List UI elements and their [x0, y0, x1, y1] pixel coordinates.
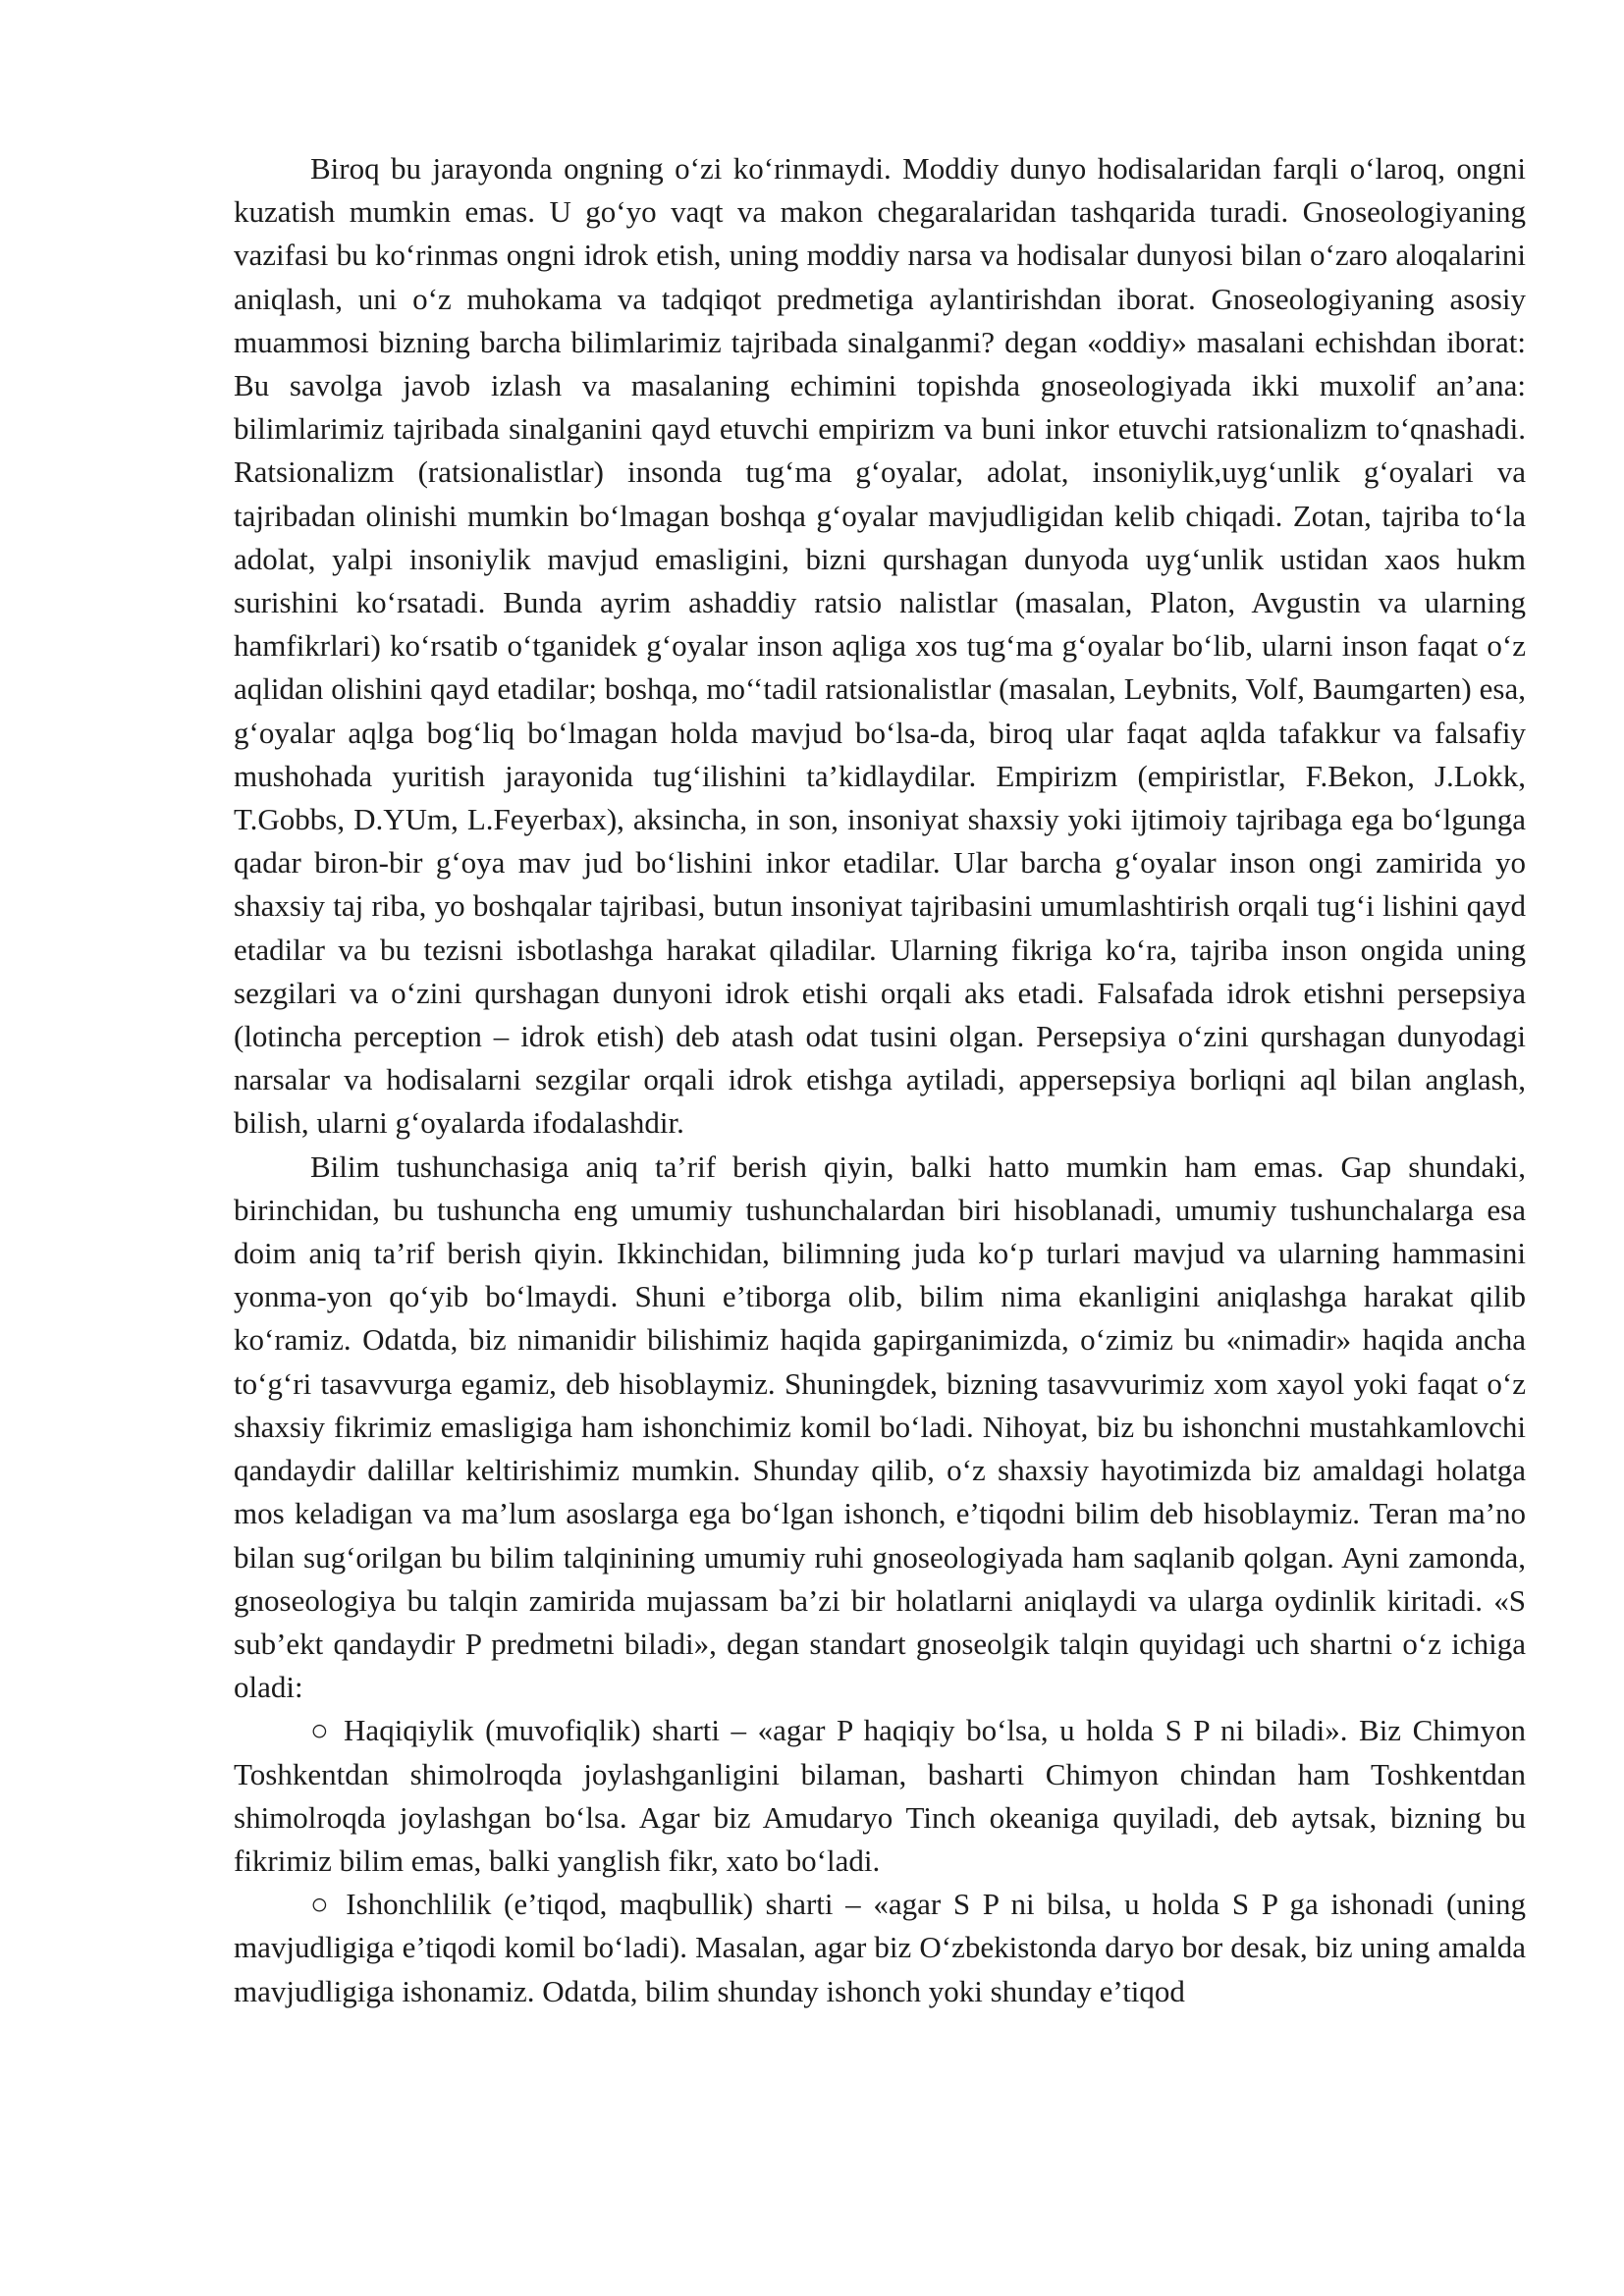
paragraph-definition-of-knowledge: Bilim tushunchasiga aniq ta’rif berish qiyin, balki hatto mumkin ham emas. Gap shundaki, birinchidan, bu tushuncha eng umumiy tushunchalardan biri hisoblanadi, umumiy tushunchalarga esa doim aniq ta’rif berish qiyin. Ikkinchidan, bilimning juda ko‘p turlari mavjud va ularning hammasini yonma-yon qo‘yib bo‘lmaydi. Shuni e’tiborga olib, bilim nima ekanligini aniqlashga harakat qilib ko‘ramiz. Odatda, biz nimanidir bilishimiz haqida gapirganimizda, o‘zimiz bu «nimadir» haqida ancha to‘g‘ri tasavvurga egamiz, deb hisoblaymiz. Shuningdek, bizning tasavvurimiz xom xayol yoki faqat o‘z shaxsiy fikrimiz emasligiga ham ishonchimiz komil bo‘ladi. Nihoyat, biz bu ishonchni mustahkamlovchi qandaydir dalillar keltirishimiz mumkin. Shunday qilib, o‘z shaxsiy hayotimizda biz amaldagi holatga mos keladigan va ma’lum asoslarga ega bo‘lgan ishonch, e’tiqodni bilim deb hisoblaymiz. Teran ma’no bilan sug‘orilgan bu bilim talqinining umumiy ruhi gnoseologiyada ham saqlanib qolgan. Ayni zamonda, gnoseologiya bu talqin zamirida mujassam ba’zi bir holatlarni aniqlaydi va ularga oydinlik kiritadi. «S sub’ekt qandaydir P predmetni biladi», degan standart gnoseolgik talqin quyidagi uch shartni o‘z ichiga oladi:: [234, 1148, 1526, 1705]
paragraph-truth-condition: ○ Haqiqiylik (muvofiqlik) sharti – «agar P haqiqiy bo‘lsa, u holda S P ni biladi». Biz Chimyon Toshkentdan shimolroqda joylashganligini bilaman, basharti Chimyon chindan ham Toshkentdan shimolroqda joylashgan bo‘lsa. Agar biz Amudaryo Tinch okeaniga quyiladi, deb aytsak, bizning bu fikrimiz bilim emas, balki yanglish fikr, xato bo‘ladi.: [234, 1713, 1526, 1878]
paragraph-belief-condition: ○ Ishonchlilik (e’tiqod, maqbullik) sharti – «agar S P ni bilsa, u holda S P ga ishonadi (uning mavjudligiga e’tiqodi komil bo‘ladi). Masalan, agar biz O‘zbekistonda daryo bor desak, biz uning amalda mavjudligiga ishonamiz. Odatda, bilim shunday ishonch yoki shunday e’tiqod: [234, 1887, 1526, 2008]
paragraph-epistemology-rationalism-empiricism: Biroq bu jarayonda ongning o‘zi ko‘rinmaydi. Moddiy dunyo hodisalaridan farqli o‘laroq, ongni kuzatish mumkin emas. U go‘yo vaqt va makon chegaralaridan tashqarida turadi. Gnoseologiyaning vazifasi bu ko‘rinmas ongni idrok etish, uning moddiy narsa va hodisalar dunyosi bilan o‘zaro aloqalarini aniqlash, uni o‘z muhokama va tadqiqot predmetiga aylantirishdan iborat. Gnoseologiyaning asosiy muammosi bizning barcha bilimlarimiz tajribada sinalganmi? degan «oddiy» masalani echishdan iborat: Bu savolga javob izlash va masalaning echimini topishda gnoseologiyada ikki muxolif an’ana: bilimlarimiz tajribada sinalganini qayd etuvchi empirizm va buni inkor etuvchi ratsionalizm to‘qnashadi. Ratsionalizm (ratsionalistlar) insonda tug‘ma g‘oyalar, adolat, insoniylik,uyg‘unlik g‘oyalari va tajribadan olinishi mumkin bo‘lmagan boshqa g‘oyalar mavjudligidan kelib chiqadi. Zotan, tajriba to‘la adolat, yalpi insoniylik mavjud emasligini, bizni qurshagan dunyoda uyg‘unlik ustidan xaos hukm surishini ko‘rsatadi. Bunda ayrim ashaddiy ratsio nalistlar (masalan, Platon, Avgustin va ularning hamfikrlari) ko‘rsatib o‘tganidek g‘oyalar inson aqliga xos tug‘ma g‘oyalar bo‘lib, ularni inson faqat o‘z aqlidan olishini qayd etadilar; boshqa, mo‘‘tadil ratsionalistlar (masalan, Leybnits, Volf, Baumgarten) esa, g‘oyalar aqlga bog‘liq bo‘lmagan holda mavjud bo‘lsa-da, biroq ular faqat aqlda tafakkur va falsafiy mushohada yuritish jarayonida tug‘ilishini ta’kidlaydilar. Empirizm (empiristlar, F.Bekon, J.Lokk, T.Gobbs, D.YUm, L.Feyerbax), aksincha, in son, insoniyat shaxsiy yoki ijtimoiy tajribaga ega bo‘lgunga qadar biron-bir g‘oya mav jud bo‘lishini inkor etadilar. Ular barcha g‘oyalar inson ongi zamirida yo shaxsiy taj riba, yo boshqalar tajribasi, butun insoniyat tajribasini umumlashtirish orqali tug‘i lishini qayd etadilar va bu tezisni isbotlashga harakat qiladilar. Ularning fikriga ko‘ra, tajriba inson ongida uning sezgilari va o‘zini qurshagan dunyoni idrok etishi orqali aks etadi. Falsafada idrok etishni persepsiya (lotincha perception – idrok etish) deb atash odat tusini olgan. Persepsiya o‘zini qurshagan dunyodagi narsalar va hodisalarni sezgilar orqali idrok etishga aytiladi, appersepsiya borliqni aql bilan anglash, bilish, ularni g‘oyalarda ifodalashdir.: [234, 151, 1526, 1141]
document-page: [234, 147, 1526, 2013]
